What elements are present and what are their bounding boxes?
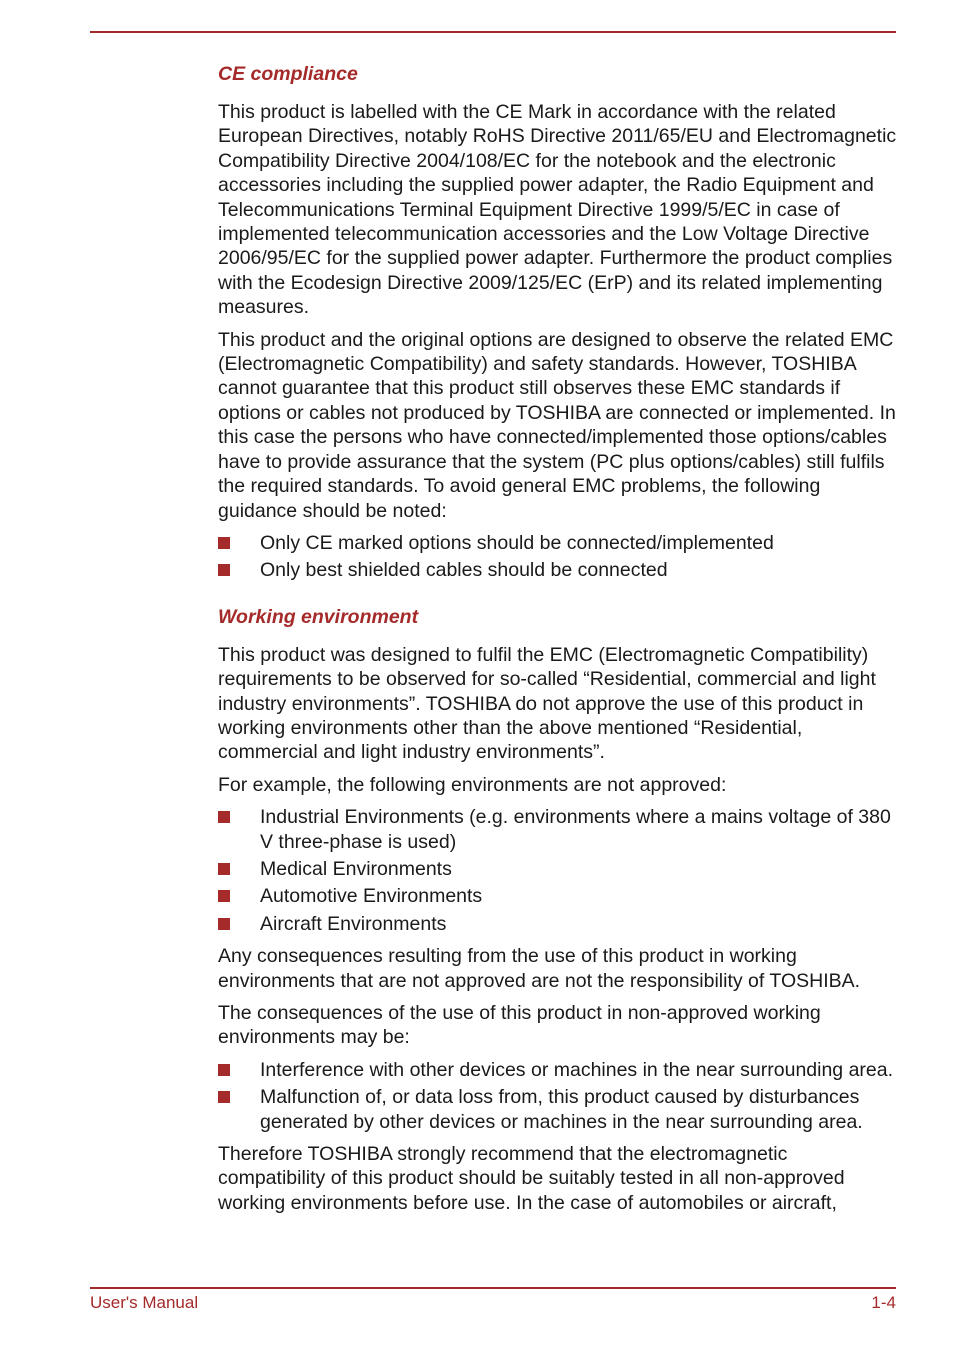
square-bullet-icon (218, 863, 230, 875)
list-item (218, 805, 900, 854)
square-bullet-icon (218, 811, 230, 823)
list-item (218, 884, 900, 908)
footer-rule (90, 1287, 896, 1289)
square-bullet-icon (218, 890, 230, 902)
paragraph: For example, the following environments are not approved: (218, 773, 727, 796)
list-item-text: Malfunction of, or data loss from, this product caused by disturbances generated by other devices or machines in the near surrounding area. (260, 1086, 863, 1133)
section-heading-working-environment: Working environment (218, 605, 419, 628)
list-item (218, 857, 900, 881)
list-item (218, 558, 900, 582)
list-item-text: Only CE marked options should be connected/implemented (260, 531, 774, 554)
paragraph: This product and the original options are designed to observe the related EMC (Electromagnetic Compatibility) and safety standards. However, TOSHIBA cannot guarantee that this product still observes these EMC standards if options or cables not produced by TOSHIBA are connected or implemented. In this case the persons who have connected/implemented those options/cables have to provide assurance that the system (PC plus options/cables) still fulfils the required standards. To avoid general EMC problems, the following guidance should be noted: (218, 328, 896, 522)
page-number: 1-4 (871, 1293, 896, 1312)
bullet-list (218, 531, 900, 583)
paragraph: Any consequences resulting from the use of this product in working environments that are not approved are not the responsibility of TOSHIBA. (218, 945, 861, 992)
footer-manual-title: User's Manual (90, 1293, 199, 1312)
list-item-text: Industrial Environments (e.g. environments where a mains voltage of 380 V three-phase is used) (260, 806, 891, 853)
paragraph: This product was designed to fulfil the EMC (Electromagnetic Compatibility) requirements to be observed for so-called “Residential, commercial and light industry environments”. TOSHIBA do not approve the use of this product in working environments other than the above mentioned “Residential, commercial and light industry environments”. (218, 643, 876, 764)
paragraph: The consequences of the use of this product in non-approved working environments may be: (218, 1002, 821, 1049)
bullet-list (218, 805, 900, 936)
list-item-text: Automotive Environments (260, 885, 483, 908)
section-heading-ce-compliance: CE compliance (218, 63, 358, 85)
page-content (218, 62, 900, 1223)
list-item-text: Medical Environments (260, 857, 452, 880)
square-bullet-icon (218, 1064, 230, 1076)
list-item (218, 1085, 900, 1134)
list-item-text: Aircraft Environments (260, 912, 447, 935)
header-rule (90, 31, 896, 33)
paragraph: Therefore TOSHIBA strongly recommend that the electromagnetic compatibility of this product should be suitably tested in all non-approved working environments before use. In the case of automobiles or aircraft, (218, 1143, 845, 1214)
list-item (218, 1058, 900, 1082)
paragraph: This product is labelled with the CE Mark in accordance with the related European Directives, notably RoHS Directive 2011/65/EU and Electromagnetic Compatibility Directive 2004/108/EC for the notebook and the electronic accessories including the supplied power adapter, the Radio Equipment and Telecommunications Terminal Equipment Directive 1999/5/EC in case of implemented telecommunication accessories and the Low Voltage Directive 2006/95/EC for the supplied power adapter. Furthermore the product complies with the Ecodesign Directive 2009/125/EC (ErP) and its related implementing measures. (218, 101, 897, 319)
square-bullet-icon (218, 564, 230, 576)
list-item (218, 912, 900, 936)
list-item-text: Interference with other devices or machines in the near surrounding area. (260, 1058, 894, 1081)
square-bullet-icon (218, 1091, 230, 1103)
square-bullet-icon (218, 537, 230, 549)
bullet-list (218, 1058, 900, 1134)
list-item-text: Only best shielded cables should be connected (260, 559, 668, 582)
list-item (218, 531, 900, 555)
square-bullet-icon (218, 918, 230, 930)
